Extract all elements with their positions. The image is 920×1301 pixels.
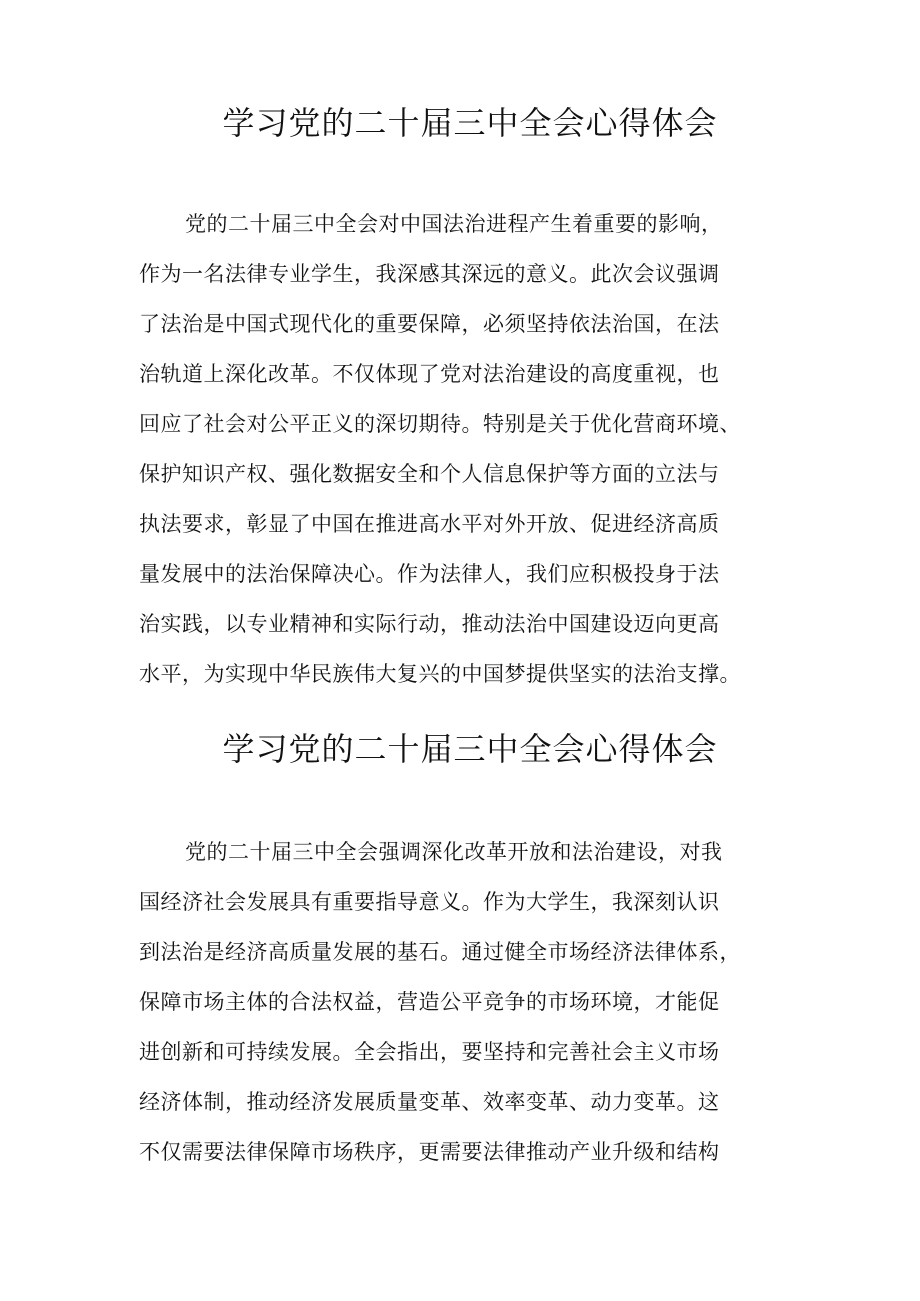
text-line: 经济体制，推动经济发展质量变革、效率变革、动力变革。这	[139, 1090, 720, 1114]
text-line: 到法治是经济高质量发展的基石。通过健全市场经济法律体系，	[139, 940, 741, 964]
text-line: 党的二十届三中全会强调深化改革开放和法治建设，对我	[185, 840, 723, 864]
article-body	[139, 827, 801, 1177]
text-line: 了法治是中国式现代化的重要保障，必须坚持依法治国，在法	[139, 312, 720, 336]
text-line: 治实践，以专业精神和实际行动，推动法治中国建设迈向更高	[139, 612, 720, 636]
article-body	[139, 199, 801, 699]
text-line: 不仅需要法律保障市场秩序，更需要法律推动产业升级和结构	[139, 1140, 720, 1164]
text-line: 国经济社会发展具有重要指导意义。作为大学生，我深刻认识	[139, 890, 720, 914]
text-line: 回应了社会对公平正义的深切期待。特别是关于优化营商环境、	[139, 412, 741, 436]
text-line: 治轨道上深化改革。不仅体现了党对法治建设的高度重视，也	[139, 362, 720, 386]
text-line: 保障市场主体的合法权益，营造公平竞争的市场环境，才能促	[139, 990, 720, 1014]
text-line: 作为一名法律专业学生，我深感其深远的意义。此次会议强调	[139, 262, 720, 286]
text-line: 执法要求，彰显了中国在推进高水平对外开放、促进经济高质	[139, 512, 720, 536]
article-1	[139, 100, 801, 699]
article-2	[139, 726, 801, 1177]
text-line: 量发展中的法治保障决心。作为法律人，我们应积极投身于法	[139, 562, 720, 586]
text-line: 水平，为实现中华民族伟大复兴的中国梦提供坚实的法治支撑。	[139, 662, 741, 686]
text-line: 进创新和可持续发展。全会指出，要坚持和完善社会主义市场	[139, 1040, 720, 1064]
text-line: 党的二十届三中全会对中国法治进程产生着重要的影响，	[185, 212, 723, 236]
article-title: 学习党的二十届三中全会心得体会	[222, 104, 718, 142]
text-line: 保护知识产权、强化数据安全和个人信息保护等方面的立法与	[139, 462, 720, 486]
article-title: 学习党的二十届三中全会心得体会	[222, 730, 718, 768]
